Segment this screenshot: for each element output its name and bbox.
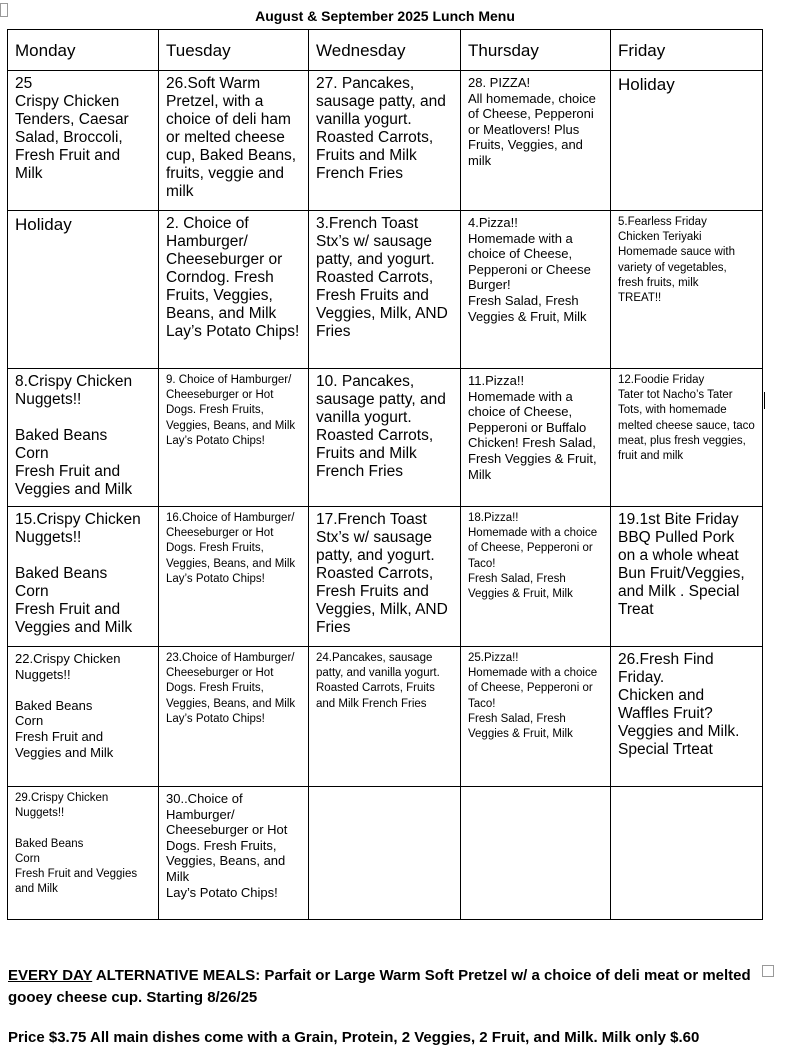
menu-cell xyxy=(159,507,309,647)
menu-cell-empty xyxy=(309,787,461,920)
text-cursor xyxy=(764,392,765,409)
menu-item-text: 5.Fearless Friday Chicken Teriyaki Homemade sauce with variety of vegetables, fresh fruits, milk TREAT!! xyxy=(618,216,735,304)
menu-cell xyxy=(611,71,763,211)
week-row xyxy=(8,647,763,787)
week-row xyxy=(8,71,763,211)
week-row xyxy=(8,787,763,920)
menu-item-text: 27. Pancakes, sausage patty, and vanilla yogurt. Roasted Carrots, Fruits and Milk French Fries xyxy=(316,75,446,182)
menu-cell-empty xyxy=(611,787,763,920)
menu-item-text: 25 Crispy Chicken Tenders, Caesar Salad, Broccoli, Fresh Fruit and Milk xyxy=(15,75,129,182)
menu-item-text: 2. Choice of Hamburger/ Cheeseburger or Corndog. Fresh Fruits, Veggies, Beans, and Milk Lay’s Potato Chips! xyxy=(166,215,300,340)
menu-cell xyxy=(611,211,763,369)
header-tuesday: Tuesday xyxy=(159,30,309,71)
menu-cell xyxy=(461,647,611,787)
menu-cell xyxy=(611,369,763,507)
menu-cell xyxy=(309,369,461,507)
menu-cell xyxy=(159,369,309,507)
menu-item-text: 22.Crispy Chicken Nuggets!! Baked Beans Corn Fresh Fruit and Veggies and Milk xyxy=(15,651,121,760)
menu-cell xyxy=(159,647,309,787)
menu-cell xyxy=(8,787,159,920)
menu-cell xyxy=(611,647,763,787)
menu-cell xyxy=(309,507,461,647)
menu-item-text: 30..Choice of Hamburger/ Cheeseburger or Hot Dogs. Fresh Fruits, Veggies, Beans, and Milk Lay’s Potato Chips! xyxy=(166,791,288,900)
menu-cell-empty xyxy=(461,787,611,920)
menu-item-text: 3.French Toast Stx’s w/ sausage patty, and yogurt. Roasted Carrots, Fresh Fruits and Veggies, Milk, AND Fries xyxy=(316,215,448,340)
menu-cell xyxy=(461,71,611,211)
week-row xyxy=(8,507,763,647)
alternative-meals-lead: EVERY DAY xyxy=(8,967,93,984)
menu-item-text: 28. PIZZA! All homemade, choice of Cheese, Pepperoni or Meatlovers! Plus Fruits, Veggies, and milk xyxy=(468,75,596,168)
menu-item-text: 10. Pancakes, sausage patty, and vanilla yogurt. Roasted Carrots, Fruits and Milk French Fries xyxy=(316,373,446,480)
alternative-meals-note xyxy=(8,965,768,1009)
menu-item-text: 19.1st Bite Friday BBQ Pulled Pork on a whole wheat Bun Fruit/Veggies, and Milk . Special Treat xyxy=(618,511,745,618)
menu-item-text: 17.French Toast Stx’s w/ sausage patty, and yogurt. Roasted Carrots, Fresh Fruits and Veggies, Milk, AND Fries xyxy=(316,511,448,636)
menu-cell xyxy=(461,211,611,369)
menu-item-text: Holiday xyxy=(618,75,675,94)
menu-cell xyxy=(309,71,461,211)
menu-item-text: 11.Pizza!! Homemade with a choice of Cheese, Pepperoni or Buffalo Chicken! Fresh Salad, Fresh Veggies & Fruit, Milk xyxy=(468,373,597,482)
menu-cell xyxy=(159,787,309,920)
menu-item-text: 26.Soft Warm Pretzel, with a choice of deli ham or melted cheese cup, Baked Beans, fruits, veggie and milk xyxy=(166,75,297,200)
menu-item-text: 15.Crispy Chicken Nuggets!! Baked Beans Corn Fresh Fruit and Veggies and Milk xyxy=(15,511,141,636)
menu-item-text: 9. Choice of Hamburger/ Cheeseburger or Hot Dogs. Fresh Fruits, Veggies, Beans, and Milk Lay’s Potato Chips! xyxy=(166,374,296,447)
menu-item-text: 16.Choice of Hamburger/ Cheeseburger or Hot Dogs. Fresh Fruits, Veggies, Beans, and Milk Lay’s Potato Chips! xyxy=(166,512,296,585)
menu-item-text: 12.Foodie Friday Tater tot Nacho’s Tater Tots, with homemade melted cheese sauce, taco meat, plus fresh veggies, fruit and milk xyxy=(618,374,755,462)
menu-cell xyxy=(8,211,159,369)
menu-item-text: 25.Pizza!! Homemade with a choice of Cheese, Pepperoni or Taco! Fresh Salad, Fresh Veggies & Fruit, Milk xyxy=(468,652,598,740)
menu-cell xyxy=(309,211,461,369)
menu-cell xyxy=(159,71,309,211)
menu-item-text: 26.Fresh Find Friday. Chicken and Waffles Fruit?Veggies and Milk. Special Trteat xyxy=(618,651,740,758)
header-friday: Friday xyxy=(611,30,763,71)
menu-item-text: 4.Pizza!! Homemade with a choice of Cheese, Pepperoni or Cheese Burger! Fresh Salad, Fresh Veggies & Fruit, Milk xyxy=(468,215,591,324)
menu-item-text: 8.Crispy Chicken Nuggets!! Baked Beans Corn Fresh Fruit and Veggies and Milk xyxy=(15,373,133,498)
menu-item-text: 23.Choice of Hamburger/ Cheeseburger or Hot Dogs. Fresh Fruits, Veggies, Beans, and Milk Lay’s Potato Chips! xyxy=(166,652,296,725)
price-note: Price $3.75 All main dishes come with a Grain, Protein, 2 Veggies, 2 Fruit, and Milk. Milk only $.60 xyxy=(8,1029,700,1046)
header-thursday: Thursday xyxy=(461,30,611,71)
menu-cell xyxy=(611,507,763,647)
menu-cell xyxy=(309,647,461,787)
header-monday: Monday xyxy=(8,30,159,71)
lunch-menu-table xyxy=(7,29,763,920)
week-row xyxy=(8,369,763,507)
menu-cell xyxy=(159,211,309,369)
menu-cell xyxy=(461,369,611,507)
menu-cell xyxy=(8,71,159,211)
menu-item-text: 24.Pancakes, sausage patty, and vanilla yogurt. Roasted Carrots, Fruits and Milk French Fries xyxy=(316,652,440,710)
menu-item-text: 18.Pizza!! Homemade with a choice of Cheese, Pepperoni or Taco! Fresh Salad, Fresh Veggies & Fruit, Milk xyxy=(468,512,598,600)
header-wednesday: Wednesday xyxy=(309,30,461,71)
week-row xyxy=(8,211,763,369)
menu-cell xyxy=(461,507,611,647)
menu-cell xyxy=(8,647,159,787)
menu-cell xyxy=(8,369,159,507)
menu-cell xyxy=(8,507,159,647)
page-title: August & September 2025 Lunch Menu xyxy=(255,8,515,24)
day-header-row xyxy=(8,30,763,71)
alternative-meals-text: ALTERNATIVE MEALS: Parfait or Large Warm Soft Pretzel w/ a choice of deli meat or melted gooey cheese cup. Starting 8/26/25 xyxy=(8,967,751,1006)
menu-item-text: 29.Crispy Chicken Nuggets!! Baked Beans Corn Fresh Fruit and Veggies and Milk xyxy=(15,792,138,896)
menu-item-text: Holiday xyxy=(15,215,72,234)
